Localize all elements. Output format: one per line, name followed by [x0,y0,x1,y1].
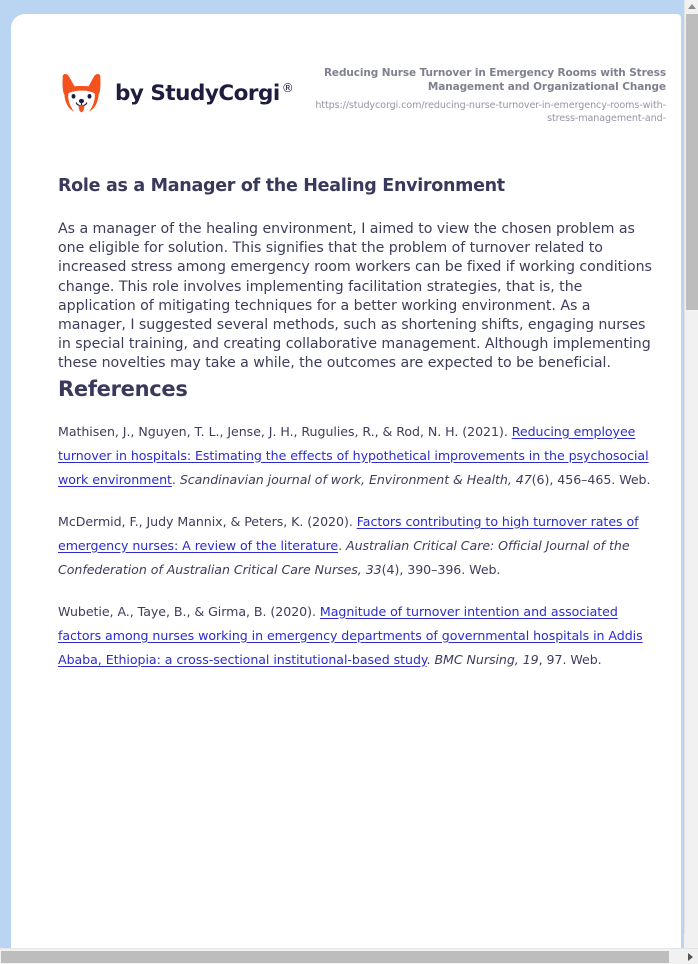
reference-authors: Wubetie, A., Taye, B., & Girma, B. (2020). [58,603,320,619]
reference-journal: Scandinavian journal of work, Environment & Health, 47 [179,471,532,487]
reference-item [58,510,654,582]
reference-title-link[interactable]: Reducing employee turnover in hospitals: Estimating the effects of hypothetical improvements in the psychosocial work environment [58,423,649,487]
reference-separator: . [426,651,435,667]
brand-name-text: by StudyCorgi [115,81,280,107]
reference-volume-pages: (4), 390–396. Web. [381,561,501,577]
vertical-scrollbar[interactable] [684,0,698,948]
horizontal-scrollbar-thumb[interactable] [1,951,669,963]
vertical-scrollbar-thumb[interactable] [686,14,698,310]
header-meta [314,66,666,125]
scroll-right-arrow-icon[interactable] [682,949,698,964]
reference-volume-pages: , 97. Web. [538,651,602,667]
reference-item [58,420,654,492]
registered-trademark-icon: ® [281,80,294,95]
reference-separator: . [338,537,347,553]
reference-journal: Australian Critical Care: Official Journal of the Confederation of Australian Critical Care Nurses, 33 [58,537,630,577]
reference-journal: BMC Nursing, 19 [434,651,539,667]
reference-separator: . [171,471,180,487]
reference-title-link[interactable]: Magnitude of turnover intention and associated factors among nurses working in emergency departments of governmental hospitals in Addis Ababa, Ethiopia: a cross-sectional institutional-based study [58,603,643,667]
document-sheet [11,14,681,948]
brand-name [115,81,293,106]
reference-item [58,600,654,672]
body-paragraph: As a manager of the healing environment, I aimed to view the chosen problem as one eligible for solution. This signifies that the problem of turnover related to increased stress among emergency room workers can be fixed if working conditions change. This role involves implementing facilitation strategies, that is, the application of mitigating techniques for a better working environment. As a manager, I suggested several methods, such as shortening shifts, engaging nurses in special training, and creating collaborative management. Although implementing these novelties may take a while, the outcomes are expected to be beneficial. [58,221,652,372]
document-header [11,14,681,134]
references-heading: References [58,376,188,401]
studycorgi-brand[interactable] [58,70,293,117]
scrollbar-corner [684,934,698,948]
reference-title-link[interactable]: Factors contributing to high turnover rates of emergency nurses: A review of the literature [58,513,639,553]
document-content [58,174,654,672]
horizontal-scrollbar[interactable] [0,948,698,964]
section-heading: Role as a Manager of the Healing Environment [58,176,505,196]
corgi-logo-icon [58,70,105,117]
scroll-up-arrow-icon[interactable] [685,0,698,13]
document-url: https://studycorgi.com/reducing-nurse-turnover-in-emergency-rooms-with-stress-management-and- [315,100,666,124]
reference-authors: McDermid, F., Judy Mannix, & Peters, K. (2020). [58,513,357,529]
document-title: Reducing Nurse Turnover in Emergency Rooms with Stress Management and Organizational Change [323,67,666,93]
references-list [58,420,654,672]
reference-authors: Mathisen, J., Nguyen, T. L., Jense, J. H., Rugulies, R., & Rod, N. H. (2021). [58,423,512,439]
reference-volume-pages: (6), 456–465. Web. [531,471,651,487]
